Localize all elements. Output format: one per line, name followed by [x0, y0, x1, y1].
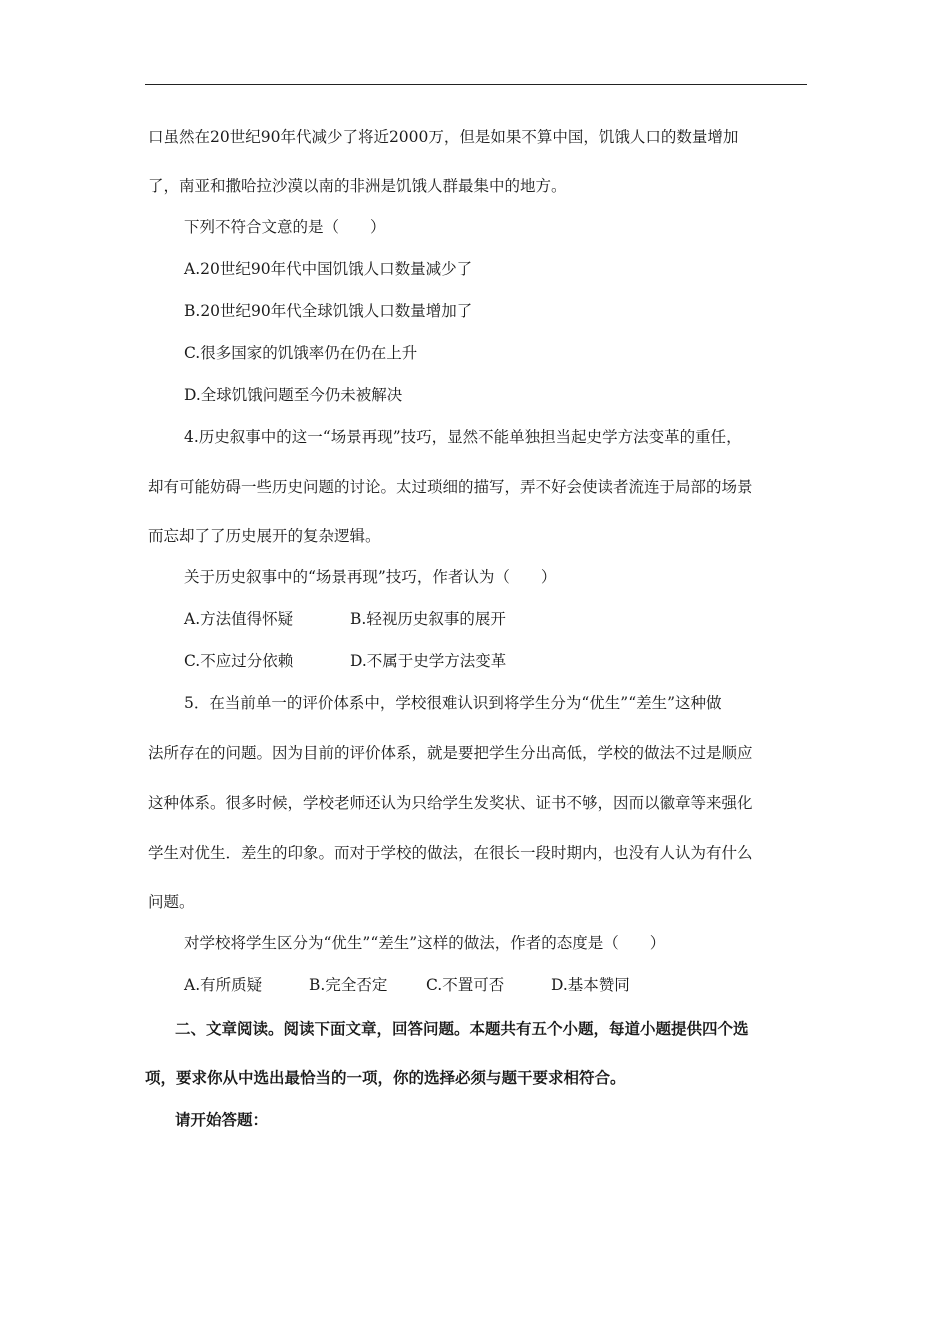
- passage3-line-1: 口虽然在20世纪90年代减少了将近2000万，但是如果不算中国，饥饿人口的数量增加: [148, 128, 739, 146]
- passage4-line-3: 而忘却了了历史展开的复杂逻辑。: [148, 527, 381, 545]
- passage5-line-1: 5．在当前单一的评价体系中，学校很难认识到将学生分为“优生”“差生”这种做: [184, 694, 722, 712]
- header-rule: [145, 84, 807, 85]
- section2-start-prompt: 请开始答题：: [175, 1110, 269, 1129]
- passage4-option-b: B.轻视历史叙事的展开: [350, 610, 506, 628]
- passage5-option-b: B.完全否定: [309, 976, 388, 994]
- section2-instruction-line-2: 项，要求你从中选出最恰当的一项，你的选择必须与题干要求相符合。: [145, 1068, 626, 1087]
- passage5-question: 对学校将学生区分为“优生”“差生”这样的做法，作者的态度是（ ）: [184, 934, 666, 952]
- passage4-option-d: D.不属于史学方法变革: [350, 652, 507, 670]
- passage4-line-1: 4.历史叙事中的这一“场景再现”技巧，显然不能单独担当起史学方法变革的重任，: [184, 428, 742, 446]
- passage3-line-2: 了，南亚和撒哈拉沙漠以南的非洲是饥饿人群最集中的地方。: [148, 177, 567, 195]
- passage4-option-c: C.不应过分依赖: [184, 652, 294, 670]
- passage3-option-c: C.很多国家的饥饿率仍在仍在上升: [184, 344, 418, 362]
- passage5-option-a: A.有所质疑: [184, 976, 263, 994]
- passage5-option-d: D.基本赞同: [551, 976, 630, 994]
- passage3-option-d: D.全球饥饿问题至今仍未被解决: [184, 386, 403, 404]
- passage5-line-4: 学生对优生．差生的印象。而对于学校的做法，在很长一段时期内，也没有人认为有什么: [148, 844, 753, 862]
- passage5-option-c: C.不置可否: [426, 976, 505, 994]
- passage5-line-5: 问题。: [148, 893, 195, 911]
- passage4-question: 关于历史叙事中的“场景再现”技巧，作者认为（ ）: [184, 568, 557, 586]
- passage4-line-2: 却有可能妨碍一些历史问题的讨论。太过琐细的描写，弄不好会使读者流连于局部的场景: [148, 478, 753, 496]
- passage3-option-a: A.20世纪90年代中国饥饿人口数量减少了: [184, 260, 473, 278]
- passage4-option-a: A.方法值得怀疑: [184, 610, 294, 628]
- passage3-question: 下列不符合文意的是（ ）: [184, 218, 386, 236]
- passage3-option-b: B.20世纪90年代全球饥饿人口数量增加了: [184, 302, 473, 320]
- passage5-line-3: 这种体系。很多时候，学校老师还认为只给学生发奖状、证书不够，因而以徽章等来强化: [148, 794, 753, 812]
- section2-instruction-line-1: 二、文章阅读。阅读下面文章，回答问题。本题共有五个小题，每道小题提供四个选: [175, 1019, 749, 1038]
- passage5-line-2: 法所存在的问题。因为目前的评价体系，就是要把学生分出高低，学校的做法不过是顺应: [148, 744, 753, 762]
